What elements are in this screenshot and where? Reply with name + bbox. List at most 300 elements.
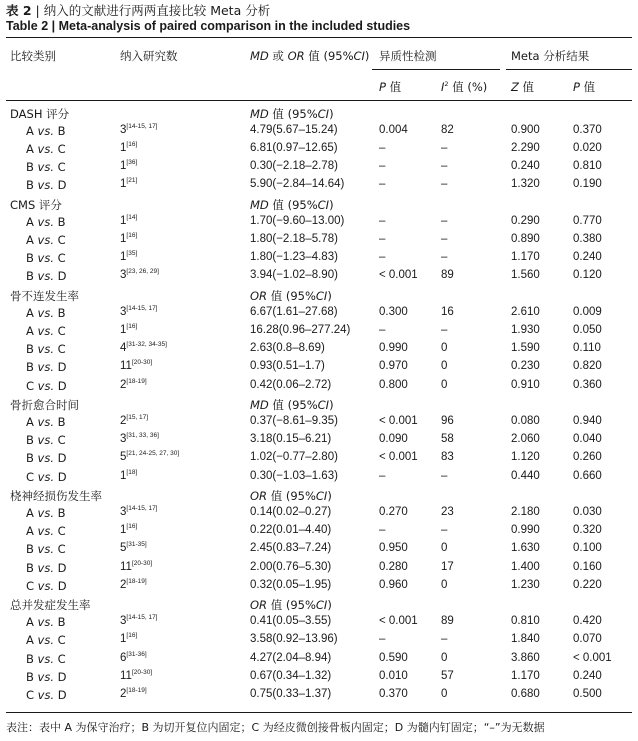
heterogeneity-i2: 0 xyxy=(441,378,448,391)
heterogeneity-i2: – xyxy=(441,141,448,154)
reference-superscript: [14-15, 17] xyxy=(126,122,158,130)
study-number: 1 xyxy=(120,178,127,191)
study-count xyxy=(120,451,179,463)
effect-value: 2.45(0.83–7.24) xyxy=(250,542,332,555)
heterogeneity-p: 0.010 xyxy=(379,669,408,682)
meta-z: 0.900 xyxy=(511,123,540,136)
heterogeneity-p: < 0.001 xyxy=(379,615,418,628)
vs-text: vs. xyxy=(34,687,58,702)
meta-z: 2.060 xyxy=(511,433,540,446)
meta-z: 1.170 xyxy=(511,669,540,682)
heterogeneity-i2: 82 xyxy=(441,123,454,136)
study-count xyxy=(120,142,137,154)
comparison-label: A vs. C xyxy=(26,232,66,247)
study-count xyxy=(120,633,137,645)
heterogeneity-i2: 58 xyxy=(441,433,454,446)
header-category: 比较类别 xyxy=(10,49,56,63)
table-caption-cn xyxy=(6,1,270,19)
heterogeneity-p: – xyxy=(379,633,386,646)
study-count xyxy=(120,342,167,354)
study-number: 5 xyxy=(120,451,127,464)
vs-text: vs. xyxy=(34,578,58,593)
meta-p: 0.220 xyxy=(573,578,602,591)
study-count xyxy=(120,561,152,573)
study-number: 3 xyxy=(120,123,127,136)
group-title: DASH 评分 xyxy=(10,106,70,121)
meta-p: 0.820 xyxy=(573,360,602,373)
heterogeneity-p: – xyxy=(379,524,386,537)
measure-label: OR xyxy=(250,488,268,503)
effect-value: 0.37(−8.61–9.35) xyxy=(250,414,338,427)
effect-value: 0.42(0.06–2.72) xyxy=(250,378,332,391)
header-p2-value: P 值 xyxy=(573,80,596,94)
vs-text: vs. xyxy=(33,305,58,320)
meta-z: 0.890 xyxy=(511,232,540,245)
effect-value: 2.63(0.8–8.69) xyxy=(250,342,325,355)
meta-z: 1.630 xyxy=(511,542,540,555)
study-count xyxy=(120,360,152,372)
study-number: 1 xyxy=(120,160,127,173)
reference-superscript: [35] xyxy=(126,250,138,258)
vs-text: vs. xyxy=(33,251,58,266)
heterogeneity-p: – xyxy=(379,178,386,191)
heterogeneity-p: 0.990 xyxy=(379,342,408,355)
meta-p: 0.940 xyxy=(573,414,602,427)
comparison-label: C vs. D xyxy=(26,469,67,484)
reference-superscript: [20-30] xyxy=(131,359,153,367)
meta-p: 0.420 xyxy=(573,615,602,628)
reference-superscript: [14-15, 17] xyxy=(126,614,158,622)
caption-label-en: Table 2 xyxy=(6,19,49,33)
vs-text: vs. xyxy=(33,433,58,448)
comparison-label: A vs. C xyxy=(26,633,66,648)
vs-text: vs. xyxy=(33,615,58,630)
heterogeneity-p: < 0.001 xyxy=(379,269,418,282)
heterogeneity-i2: – xyxy=(441,524,448,537)
header-i2-value: $I^2$ 值 (%) xyxy=(441,80,488,94)
vs-text: vs. xyxy=(33,451,58,466)
meta-z: 1.840 xyxy=(511,633,540,646)
comparison-label: B vs. D xyxy=(26,669,67,684)
heterogeneity-p: – xyxy=(379,323,386,336)
comparison-label: B vs. C xyxy=(26,160,66,175)
vs-text: vs. xyxy=(33,269,58,284)
study-number: 2 xyxy=(120,578,127,591)
heterogeneity-p: 0.300 xyxy=(379,305,408,318)
heterogeneity-p: – xyxy=(379,160,386,173)
effect-value: 0.75(0.33–1.37) xyxy=(250,687,332,700)
comparison-label: B vs. D xyxy=(26,560,67,575)
meta-p: 0.660 xyxy=(573,469,602,482)
study-count xyxy=(120,306,157,318)
group-measure: OR 值 (95%CI) xyxy=(250,597,332,612)
comparison-label: B vs. C xyxy=(26,342,66,357)
reference-superscript: [20-30] xyxy=(131,668,153,676)
group-measure: MD 值 (95%CI) xyxy=(250,397,334,412)
meta-z: 1.230 xyxy=(511,578,540,591)
caption-separator: | xyxy=(35,3,44,18)
meta-p: 0.100 xyxy=(573,542,602,555)
effect-value: 0.67(0.34–1.32) xyxy=(250,669,332,682)
table-footnote: 表注：表中 A 为保守治疗；B 为切开复位内固定；C 为经皮微创接骨板内固定；D 为髓内钉固定；“–”为无数据 xyxy=(6,721,545,734)
reference-superscript: [18-19] xyxy=(126,577,147,585)
reference-superscript: [31, 33, 36] xyxy=(126,432,159,440)
meta-p: 0.360 xyxy=(573,378,602,391)
effect-value: 1.80(−2.18–5.78) xyxy=(250,232,338,245)
group-measure: MD 值 (95%CI) xyxy=(250,197,334,212)
heterogeneity-p: 0.950 xyxy=(379,542,408,555)
table-top-rule xyxy=(6,37,632,38)
meta-result-rule xyxy=(506,69,632,70)
reference-superscript: [23, 26, 29] xyxy=(126,268,159,276)
vs-text: vs. xyxy=(33,542,58,557)
header-effect: MD 或 OR 值 (95%CI) xyxy=(250,49,370,63)
meta-p: 0.320 xyxy=(573,524,602,537)
meta-p: 0.070 xyxy=(573,633,602,646)
reference-superscript: [16] xyxy=(126,322,138,330)
heterogeneity-i2: – xyxy=(441,633,448,646)
study-count xyxy=(120,506,157,518)
heterogeneity-p: 0.280 xyxy=(379,560,408,573)
heterogeneity-p: – xyxy=(379,214,386,227)
reference-superscript: [16] xyxy=(126,523,138,531)
vs-text: vs. xyxy=(33,178,58,193)
meta-p: 0.770 xyxy=(573,214,602,227)
effect-value: 4.79(5.67–15.24) xyxy=(250,123,338,136)
heterogeneity-i2: – xyxy=(441,178,448,191)
study-count xyxy=(120,470,137,482)
reference-superscript: [16] xyxy=(126,231,138,239)
study-number: 1 xyxy=(120,524,127,537)
study-count xyxy=(120,542,147,554)
header-bottom-rule xyxy=(6,100,632,101)
reference-superscript: [31-36] xyxy=(126,650,147,658)
heterogeneity-p: 0.970 xyxy=(379,360,408,373)
group-measure: MD 值 (95%CI) xyxy=(250,106,334,121)
study-number: 3 xyxy=(120,505,127,518)
study-count xyxy=(120,524,137,536)
effect-value: 5.90(−2.84–14.64) xyxy=(250,178,345,191)
meta-p: 0.500 xyxy=(573,687,602,700)
study-count xyxy=(120,124,157,136)
heterogeneity-i2: 57 xyxy=(441,669,454,682)
header-studies: 纳入研究数 xyxy=(120,49,178,63)
study-count xyxy=(120,251,137,263)
effect-value: 0.30(−2.18–2.78) xyxy=(250,160,338,173)
meta-z: 1.120 xyxy=(511,451,540,464)
heterogeneity-i2: 0 xyxy=(441,342,448,355)
comparison-label: B vs. D xyxy=(26,451,67,466)
vs-text: vs. xyxy=(33,123,58,138)
comparison-label: A vs. B xyxy=(26,214,66,229)
study-count xyxy=(120,670,152,682)
study-number: 2 xyxy=(120,378,127,391)
study-number: 1 xyxy=(120,469,127,482)
comparison-label: B vs. D xyxy=(26,269,67,284)
study-number: 2 xyxy=(120,414,127,427)
header-p-value: P 值 xyxy=(379,80,402,94)
meta-p: 0.380 xyxy=(573,232,602,245)
heterogeneity-i2: 0 xyxy=(441,687,448,700)
reference-superscript: [21] xyxy=(126,177,138,185)
reference-superscript: [31-32, 34-35] xyxy=(126,341,167,349)
study-number: 1 xyxy=(120,633,127,646)
heterogeneity-p: 0.370 xyxy=(379,687,408,700)
meta-z: 1.170 xyxy=(511,251,540,264)
comparison-label: A vs. B xyxy=(26,305,66,320)
comparison-label: B vs. C xyxy=(26,651,66,666)
meta-z: 1.320 xyxy=(511,178,540,191)
effect-value: 0.32(0.05–1.95) xyxy=(250,578,332,591)
meta-z: 0.080 xyxy=(511,414,540,427)
comparison-label: C vs. D xyxy=(26,378,67,393)
reference-superscript: [14] xyxy=(126,213,138,221)
header-z-value: Z 值 xyxy=(511,80,535,94)
caption-separator: | xyxy=(51,19,59,33)
study-count xyxy=(120,269,159,281)
heterogeneity-i2: – xyxy=(441,469,448,482)
effect-value: 3.18(0.15–6.21) xyxy=(250,433,332,446)
vs-text: vs. xyxy=(33,669,58,684)
vs-text: vs. xyxy=(33,633,58,648)
group-measure: OR 值 (95%CI) xyxy=(250,288,332,303)
comparison-label: B vs. D xyxy=(26,178,67,193)
heterogeneity-p: 0.960 xyxy=(379,578,408,591)
heterogeneity-p: – xyxy=(379,469,386,482)
comparison-label: B vs. C xyxy=(26,542,66,557)
study-number: 1 xyxy=(120,141,127,154)
heterogeneity-p: 0.090 xyxy=(379,433,408,446)
vs-text: vs. xyxy=(33,524,58,539)
meta-p: 0.260 xyxy=(573,451,602,464)
meta-z: 3.860 xyxy=(511,651,540,664)
table-caption-en xyxy=(6,19,410,33)
study-count xyxy=(120,615,157,627)
meta-z: 1.400 xyxy=(511,560,540,573)
caption-title-cn: 纳入的文献进行两两直接比较 Meta 分析 xyxy=(43,3,271,18)
group-title: CMS 评分 xyxy=(10,197,62,212)
heterogeneity-p: 0.270 xyxy=(379,505,408,518)
effect-value: 3.58(0.92–13.96) xyxy=(250,633,338,646)
reference-superscript: [14-15, 17] xyxy=(126,504,158,512)
study-count xyxy=(120,324,137,336)
study-number: 3 xyxy=(120,615,127,628)
heterogeneity-i2: 0 xyxy=(441,578,448,591)
heterogeneity-i2: 83 xyxy=(441,451,454,464)
study-count xyxy=(120,688,147,700)
effect-value: 0.14(0.02–0.27) xyxy=(250,505,332,518)
vs-text: vs. xyxy=(33,651,58,666)
comparison-label: A vs. B xyxy=(26,414,66,429)
meta-p: < 0.001 xyxy=(573,651,612,664)
caption-label-cn: 表 2 xyxy=(6,3,32,18)
meta-z: 1.930 xyxy=(511,323,540,336)
study-number: 4 xyxy=(120,342,127,355)
meta-z: 0.910 xyxy=(511,378,540,391)
heterogeneity-p: 0.800 xyxy=(379,378,408,391)
comparison-label: A vs. B xyxy=(26,123,66,138)
meta-z: 0.440 xyxy=(511,469,540,482)
vs-text: vs. xyxy=(34,469,58,484)
meta-z: 2.180 xyxy=(511,505,540,518)
study-number: 3 xyxy=(120,305,127,318)
comparison-label: A vs. B xyxy=(26,615,66,630)
heterogeneity-i2: 0 xyxy=(441,542,448,555)
meta-p: 0.370 xyxy=(573,123,602,136)
heterogeneity-i2: – xyxy=(441,214,448,227)
reference-superscript: [21, 24-25, 27, 30] xyxy=(126,450,180,458)
heterogeneity-p: – xyxy=(379,251,386,264)
study-number: 1 xyxy=(120,232,127,245)
comparison-label: B vs. D xyxy=(26,360,67,375)
comparison-label: C vs. D xyxy=(26,687,67,702)
study-count xyxy=(120,160,137,172)
group-title: 总并发症发生率 xyxy=(10,597,91,612)
heterogeneity-p: < 0.001 xyxy=(379,451,418,464)
effect-value: 1.02(−0.77–2.80) xyxy=(250,451,338,464)
meta-p: 0.190 xyxy=(573,178,602,191)
vs-text: vs. xyxy=(33,141,58,156)
heterogeneity-i2: 0 xyxy=(441,360,448,373)
vs-text: vs. xyxy=(33,232,58,247)
meta-p: 0.020 xyxy=(573,141,602,154)
effect-value: 0.41(0.05–3.55) xyxy=(250,615,332,628)
meta-p: 0.110 xyxy=(573,342,601,355)
effect-value: 0.93(0.51–1.7) xyxy=(250,360,325,373)
heterogeneity-p: < 0.001 xyxy=(379,414,418,427)
effect-value: 1.80(−1.23–4.83) xyxy=(250,251,338,264)
meta-p: 0.050 xyxy=(573,323,602,336)
comparison-label: B vs. C xyxy=(26,433,66,448)
meta-z: 0.680 xyxy=(511,687,540,700)
measure-label: OR xyxy=(250,288,268,303)
vs-text: vs. xyxy=(33,505,58,520)
meta-z: 1.560 xyxy=(511,269,540,282)
heterogeneity-i2: – xyxy=(441,323,448,336)
heterogeneity-p: – xyxy=(379,232,386,245)
reference-superscript: [18-19] xyxy=(126,686,147,694)
reference-superscript: [14-15, 17] xyxy=(126,304,158,312)
reference-superscript: [16] xyxy=(126,140,138,148)
meta-p: 0.040 xyxy=(573,433,602,446)
heterogeneity-rule xyxy=(372,69,500,70)
study-number: 5 xyxy=(120,542,127,555)
heterogeneity-i2: 96 xyxy=(441,414,454,427)
group-title: 骨不连发生率 xyxy=(10,288,79,303)
comparison-label: B vs. C xyxy=(26,251,66,266)
header-meta-result: Meta 分析结果 xyxy=(511,49,590,63)
reference-superscript: [31-35] xyxy=(126,541,147,549)
header-heterogeneity: 异质性检测 xyxy=(379,49,437,63)
meta-p: 0.160 xyxy=(573,560,602,573)
study-number: 2 xyxy=(120,687,127,700)
effect-value: 0.22(0.01–4.40) xyxy=(250,524,332,537)
group-title: 骨折愈合时间 xyxy=(10,397,79,412)
measure-label: OR xyxy=(250,597,268,612)
study-number: 1 xyxy=(120,251,127,264)
meta-z: 1.590 xyxy=(511,342,540,355)
comparison-label: A vs. C xyxy=(26,141,66,156)
group-title: 桡神经损伤发生率 xyxy=(10,488,102,503)
reference-superscript: [18-19] xyxy=(126,377,147,385)
vs-text: vs. xyxy=(33,342,58,357)
heterogeneity-p: 0.590 xyxy=(379,651,408,664)
effect-value: 6.67(1.61–27.68) xyxy=(250,305,338,318)
measure-label: MD xyxy=(250,397,269,412)
effect-value: 16.28(0.96–277.24) xyxy=(250,323,351,336)
heterogeneity-i2: – xyxy=(441,232,448,245)
caption-title-en: Meta-analysis of paired comparison in the included studies xyxy=(58,19,411,33)
study-number: 3 xyxy=(120,433,127,446)
meta-p: 0.240 xyxy=(573,669,602,682)
measure-label: MD xyxy=(250,106,269,121)
reference-superscript: [18] xyxy=(126,468,138,476)
meta-z: 0.810 xyxy=(511,615,540,628)
heterogeneity-i2: – xyxy=(441,160,448,173)
heterogeneity-i2: 23 xyxy=(441,505,454,518)
study-number: 11 xyxy=(120,560,132,573)
reference-superscript: [20-30] xyxy=(131,559,153,567)
effect-value: 4.27(2.04–8.94) xyxy=(250,651,332,664)
study-number: 11 xyxy=(120,669,132,682)
study-count xyxy=(120,433,159,445)
study-count xyxy=(120,579,147,591)
vs-text: vs. xyxy=(33,560,58,575)
study-number: 1 xyxy=(120,323,127,336)
study-count xyxy=(120,178,137,190)
meta-z: 2.290 xyxy=(511,141,540,154)
study-count xyxy=(120,215,137,227)
vs-text: vs. xyxy=(33,323,58,338)
meta-p: 0.810 xyxy=(573,160,602,173)
vs-text: vs. xyxy=(34,378,58,393)
meta-z: 0.240 xyxy=(511,160,540,173)
comparison-label: A vs. C xyxy=(26,524,66,539)
study-count xyxy=(120,652,147,664)
table-bottom-rule xyxy=(6,712,632,713)
meta-z: 0.230 xyxy=(511,360,540,373)
comparison-label: C vs. D xyxy=(26,578,67,593)
vs-text: vs. xyxy=(33,360,58,375)
meta-z: 0.990 xyxy=(511,524,540,537)
heterogeneity-i2: – xyxy=(441,251,448,264)
heterogeneity-p: – xyxy=(379,141,386,154)
heterogeneity-i2: 17 xyxy=(441,560,454,573)
meta-z: 0.290 xyxy=(511,214,540,227)
study-count xyxy=(120,233,137,245)
heterogeneity-i2: 89 xyxy=(441,615,454,628)
heterogeneity-p: 0.004 xyxy=(379,123,408,136)
measure-label: MD xyxy=(250,197,269,212)
effect-value: 6.81(0.97–12.65) xyxy=(250,141,338,154)
study-count xyxy=(120,379,147,391)
effect-value: 0.30(−1.03–1.63) xyxy=(250,469,338,482)
meta-p: 0.240 xyxy=(573,251,602,264)
study-count xyxy=(120,415,148,427)
study-number: 1 xyxy=(120,214,127,227)
heterogeneity-i2: 0 xyxy=(441,651,448,664)
reference-superscript: [16] xyxy=(126,632,138,640)
meta-z: 2.610 xyxy=(511,305,540,318)
heterogeneity-i2: 16 xyxy=(441,305,454,318)
reference-superscript: [36] xyxy=(126,159,138,167)
vs-text: vs. xyxy=(33,160,58,175)
meta-p: 0.030 xyxy=(573,505,602,518)
effect-value: 3.94(−1.02–8.90) xyxy=(250,269,338,282)
study-number: 3 xyxy=(120,269,127,282)
vs-text: vs. xyxy=(33,214,58,229)
comparison-label: A vs. C xyxy=(26,323,66,338)
